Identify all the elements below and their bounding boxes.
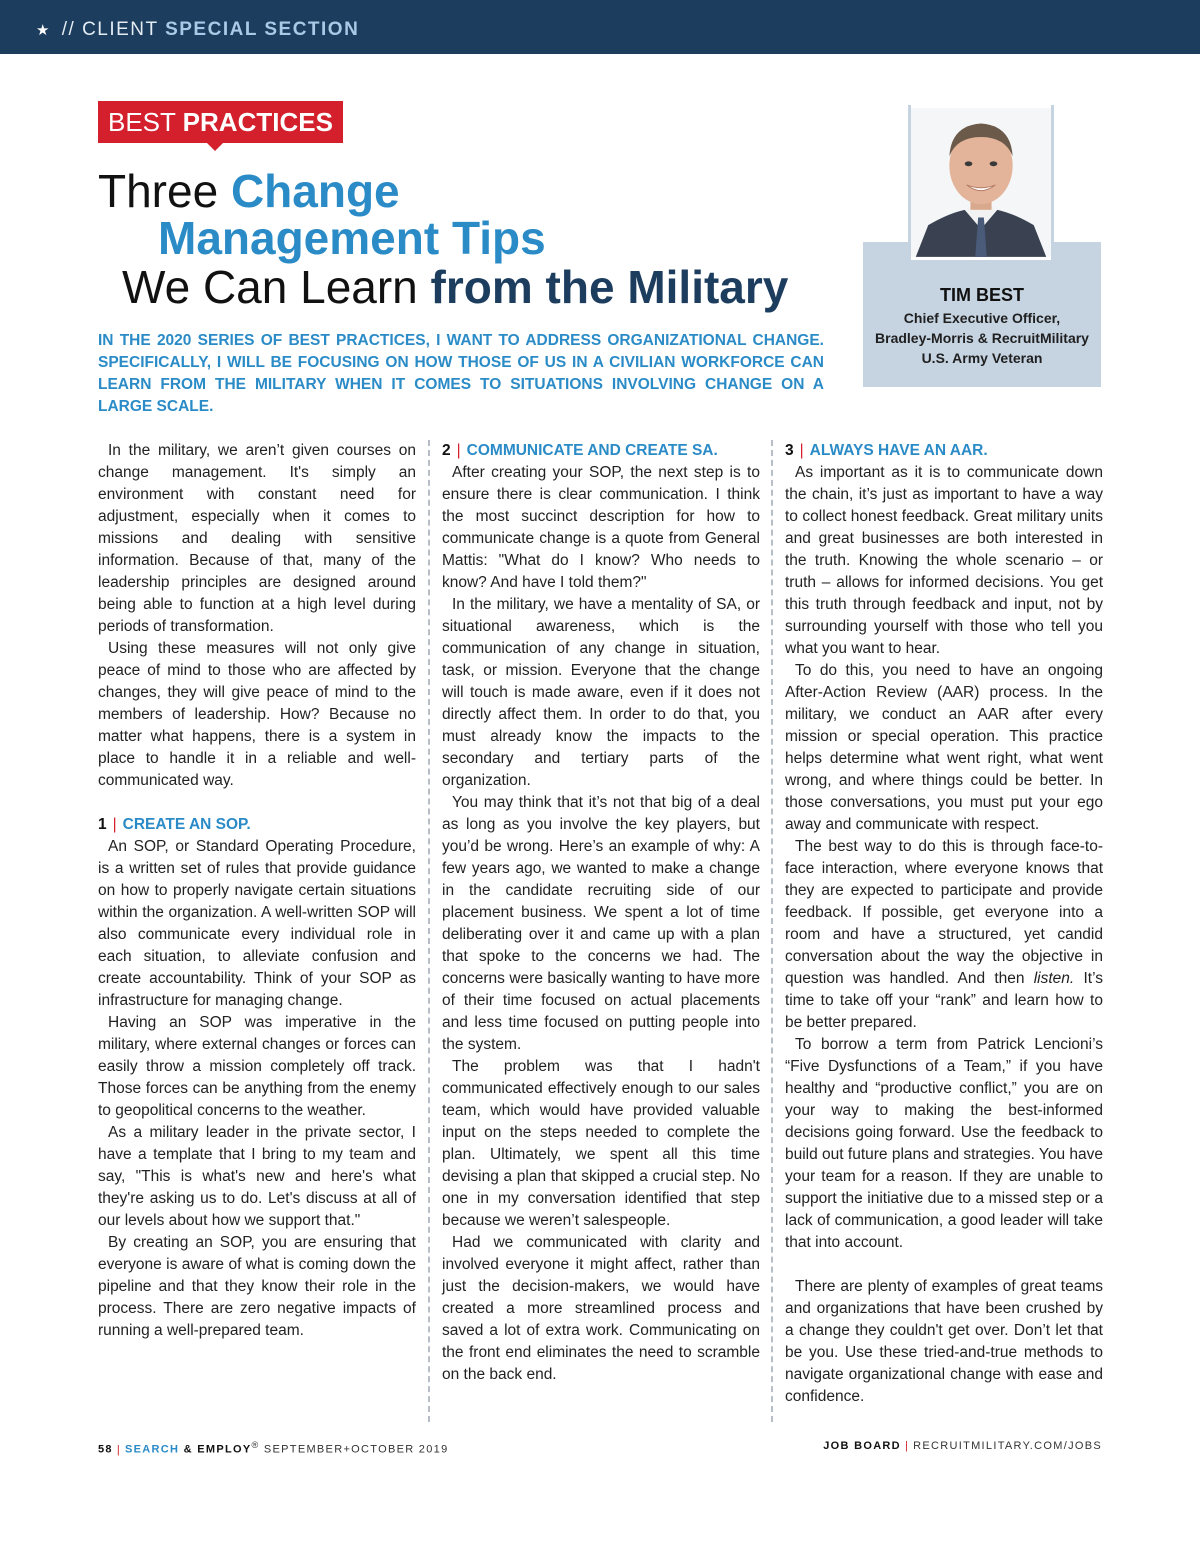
section-label	[36, 19, 359, 41]
paragraph: By creating an SOP, you are ensuring that everyone is aware of what is coming down the pipeline and that they know their role in the process. There are zero negative impacts of running a well-prepared team.	[98, 1234, 416, 1339]
author-company: Bradley-Morris & RecruitMilitary	[875, 330, 1089, 346]
footer-right	[823, 1440, 1102, 1452]
headline-word-accent: from the Military	[430, 261, 789, 313]
portrait-photo	[908, 105, 1054, 260]
footer-left	[98, 1440, 448, 1456]
paragraph: There are plenty of examples of great teams and organizations that have been crushed by a change they couldn't get over. Don’t let that be you. Use these tried-and-true methods to navigate organizational change with ease and confidence.	[785, 1278, 1103, 1405]
portrait-illustration	[911, 105, 1051, 260]
text-run: It’s time to take off your “rank” and learn how to be better prepared.	[785, 970, 1103, 1031]
headline-word: Three	[98, 165, 219, 217]
column-divider	[771, 440, 773, 1422]
publication-name-suffix: & EMPLOY	[183, 1443, 252, 1456]
section-heading-3	[785, 440, 1103, 462]
paragraph: You may think that it’s not that big of a deal as long as you involve the key players, but you’d be wrong. Here’s an example of why: A few years ago, we wanted to make a change in the candidate recruiting side of our placement business. We spent a lot of time deliberating over it and came up with a plan that spoke to the concerns we had. The concerns were basically wanting to have more of their time focused on actual placements and less time focused on putting people into the system.	[442, 794, 760, 1053]
paragraph: In the military, we aren’t given courses on change management. It's simply an environment with constant need for adjustment, especially when it comes to missions and dealing with sensitive information. Because of that, many of the leadership principles are designed around being able to function at a high level during periods of transformation.	[98, 442, 416, 635]
page-number: 58	[98, 1443, 113, 1456]
author-title: Chief Executive Officer,	[903, 310, 1061, 326]
tag-notch	[206, 142, 224, 151]
text-run: The best way to do this is through face-to-face interaction, where everyone knows that they are expected to participate and provide feedback. If possible, get everyone into a room and have a structured, yet candid conversation about the way the objective in question was handled. And then	[785, 838, 1103, 987]
best-practices-tag	[98, 101, 343, 143]
registered-mark: ®	[251, 1440, 260, 1450]
headline-word-accent: Management Tips	[158, 212, 546, 264]
star-icon: ★	[36, 22, 51, 39]
article-column-3	[785, 440, 1103, 1408]
paragraph: Using these measures will not only give peace of mind to those who are affected by changes, they will give peace of mind to the members of leadership. How? Because no matter what happens, there is a system in place to handle it in a reliable and well-communicated way.	[98, 640, 416, 789]
footer-url[interactable]: RECRUITMILITARY.COM/JOBS	[913, 1440, 1102, 1452]
article-column-1	[98, 440, 416, 1342]
column-divider	[428, 440, 430, 1422]
section-heading-2	[442, 440, 760, 462]
paragraph	[785, 836, 1103, 1034]
headline-word: We Can Learn	[122, 261, 418, 313]
paragraph: As important as it is to communicate down the chain, it’s just as important to have a way to collect honest feedback. Great military units and great businesses are both interested in the truth. Knowing the whole scenario – or truth – allows for informed decisions. You get this truth through feedback and input, not by surrounding yourself with those who tell you what you want to hear.	[785, 464, 1103, 657]
paragraph: To do this, you need to have an ongoing After-Action Review (AAR) process. In the military, we conduct an AAR after every mission or special operation. This practice helps determine what went right, what went wrong, and where things could be better. In those conversations, you must put your ego away and communicate with respect.	[785, 662, 1103, 833]
article-column-2	[442, 440, 760, 1386]
tag-bold: PRACTICES	[182, 107, 333, 137]
section-separator: |	[799, 442, 804, 459]
section-prefix: // CLIENT	[61, 19, 159, 40]
paragraph: In the military, we have a mentality of SA, or situational awareness, which is the communication of any change in situation, task, or mission. Everyone that the change will touch is made aware, even if it does not directly affect them. In order to do that, you must already know the impacts to the secondary and tertiary parts of the organization.	[442, 596, 760, 789]
section-separator: |	[456, 442, 461, 459]
headline-line-1	[98, 166, 400, 216]
paragraph: As a military leader in the private sector, I have a template that I bring to my team and say, "This is what's new and here's what they're asking us to do. Let's discuss at all of our levels about how we support that."	[98, 1124, 416, 1229]
spacer	[785, 1254, 1103, 1276]
section-title: CREATE AN SOP.	[122, 816, 251, 833]
footer-separator: |	[904, 1440, 910, 1452]
section-separator: |	[112, 816, 117, 833]
paragraph: After creating your SOP, the next step is to ensure there is clear communication. I think the most succinct description for how to communicate change is a quote from General Mattis: "What do I know? Who needs to know? And have I told them?"	[442, 464, 760, 591]
headline-line-2	[158, 213, 546, 263]
headline-line-3	[122, 262, 788, 312]
section-number: 2	[442, 442, 451, 459]
spacer	[98, 792, 416, 814]
publication-name: SEARCH	[125, 1443, 180, 1456]
paragraph: Having an SOP was imperative in the military, where external changes or forces can easily throw a mission completely off track. Those forces can be anything from the enemy to geopolitical concerns to the weather.	[98, 1014, 416, 1119]
section-heading-1	[98, 814, 416, 836]
section-title: ALWAYS HAVE AN AAR.	[809, 442, 988, 459]
section-name: SPECIAL SECTION	[165, 19, 360, 40]
emphasis-text: listen.	[1033, 970, 1075, 987]
author-veteran-status: U.S. Army Veteran	[921, 350, 1043, 366]
section-number: 1	[98, 816, 107, 833]
paragraph: The problem was that I hadn't communicated effectively enough to our sales team, which would have provided valuable input on the steps needed to complete the plan. Ultimately, we spent all this time devising a plan that skipped a crucial step. No one in my conversation identified that step because we weren’t salespeople.	[442, 1058, 760, 1229]
headline-word-accent: Change	[230, 165, 400, 217]
paragraph: Had we communicated with clarity and involved everyone it might affect, rather than just the decision-makers, we would have created a more streamlined process and saved a lot of extra work. Communicating on the front end eliminates the need to scramble on the back end.	[442, 1234, 760, 1383]
section-banner	[0, 0, 1200, 54]
lead-paragraph: IN THE 2020 SERIES OF BEST PRACTICES, I WANT TO ADDRESS ORGANIZATIONAL CHANGE. SPECIFICALLY, I WILL BE FOCUSING ON HOW THOSE OF US IN A CIVILIAN WORKFORCE CAN LEARN FROM THE MILITARY WHEN IT COMES TO SITUATIONS INVOLVING CHANGE ON A LARGE SCALE.	[98, 332, 824, 415]
paragraph: An SOP, or Standard Operating Procedure, is a written set of rules that provide guidance on how to properly navigate certain situations within the organization. A well-written SOP will also communicate every individual role in each situation, to alleviate confusion and create accountability. Think of your SOP as infrastructure for managing change.	[98, 838, 416, 1009]
issue-date: SEPTEMBER+OCTOBER 2019	[263, 1443, 449, 1456]
tag-light: BEST	[108, 107, 176, 137]
author-name: TIM BEST	[940, 285, 1024, 305]
footer-separator: |	[116, 1443, 122, 1456]
section-number: 3	[785, 442, 794, 459]
footer-section: JOB BOARD	[823, 1440, 901, 1452]
paragraph: To borrow a term from Patrick Lencioni’s “Five Dysfunctions of a Team,” if you have healthy and “productive conflict,” you are on your way to making the best-informed decisions going forward. Use the feedback to build out future plans and strategies. You have your team for a reason. If they are unable to support the initiative due to a missed step or a lack of communication, a good leader will take that into account.	[785, 1036, 1103, 1251]
section-title: COMMUNICATE AND CREATE SA.	[466, 442, 718, 459]
